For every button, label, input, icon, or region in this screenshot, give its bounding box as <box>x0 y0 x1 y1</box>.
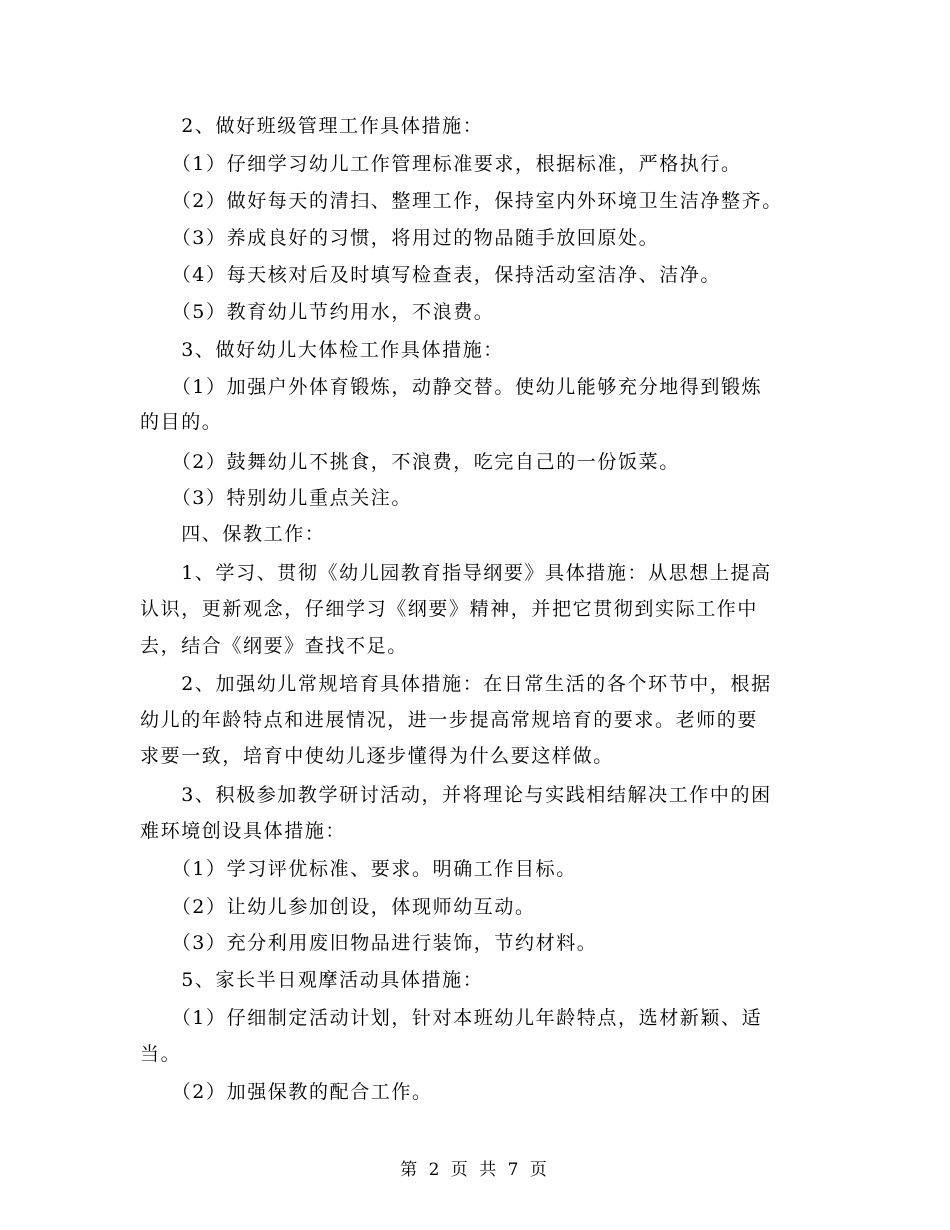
paragraph-line: 5、家长半日观摩活动具体措施： <box>140 969 484 991</box>
paragraph-line: 求要一致，培育中使幼儿逐步懂得为什么要这样做。 <box>140 745 614 767</box>
paragraph-line: （4）每天核对后及时填写检查表，保持活动室洁净、洁净。 <box>140 264 721 286</box>
section-heading: 四、保教工作： <box>140 523 326 545</box>
paragraph-line: （2）做好每天的清扫、整理工作，保持室内外环境卫生洁净整齐。 <box>140 190 783 212</box>
paragraph-line: （1）加强户外体育锻炼，动静交替。使幼儿能够充分地得到锻炼 <box>140 376 763 398</box>
paragraph-line: （1）仔细制定活动计划，针对本班幼儿年龄特点，选材新颖、适 <box>140 1007 763 1029</box>
paragraph-line: （1）学习评优标准、要求。明确工作目标。 <box>140 858 577 880</box>
paragraph-line: （3）充分利用废旧物品进行装饰，节约材料。 <box>140 932 598 954</box>
paragraph-line: （2）鼓舞幼儿不挑食，不浪费，吃完自己的一份饭菜。 <box>140 451 680 473</box>
paragraph-line: 当。 <box>140 1043 182 1065</box>
paragraph-line: 去，结合《纲要》查找不足。 <box>140 635 408 657</box>
paragraph-line: （5）教育幼儿节约用水，不浪费。 <box>140 301 495 323</box>
paragraph-line: 1、学习、贯彻《幼儿园教育指导纲要》具体措施：从思想上提高 <box>140 562 772 584</box>
page-number-footer: 第 2 页 共 7 页 <box>400 1160 550 1180</box>
paragraph-line: 的目的。 <box>140 411 223 433</box>
paragraph-line: （2）让幼儿参加创设，体现师幼互动。 <box>140 896 536 918</box>
paragraph-line: 2、做好班级管理工作具体措施： <box>140 115 484 137</box>
paragraph-line: （1）仔细学习幼儿工作管理标准要求，根据标准，严格执行。 <box>140 153 742 175</box>
paragraph-line: 幼儿的年龄特点和进展情况，进一步提高常规培育的要求。老师的要 <box>140 709 759 731</box>
paragraph-line: 难环境创设具体措施： <box>140 820 347 842</box>
paragraph-line: （2）加强保教的配合工作。 <box>140 1081 433 1103</box>
paragraph-line: 认识，更新观念，仔细学习《纲要》精神，并把它贯彻到实际工作中 <box>140 598 759 620</box>
paragraph-line: 3、积极参加教学研讨活动，并将理论与实践相结解决工作中的困 <box>140 784 772 806</box>
paragraph-line: （3）特别幼儿重点关注。 <box>140 487 412 509</box>
paragraph-line: 2、加强幼儿常规培育具体措施：在日常生活的各个环节中，根据 <box>140 673 772 695</box>
paragraph-line: （3）养成良好的习惯，将用过的物品随手放回原处。 <box>140 227 660 249</box>
paragraph-line: 3、做好幼儿大体检工作具体措施： <box>140 339 504 361</box>
